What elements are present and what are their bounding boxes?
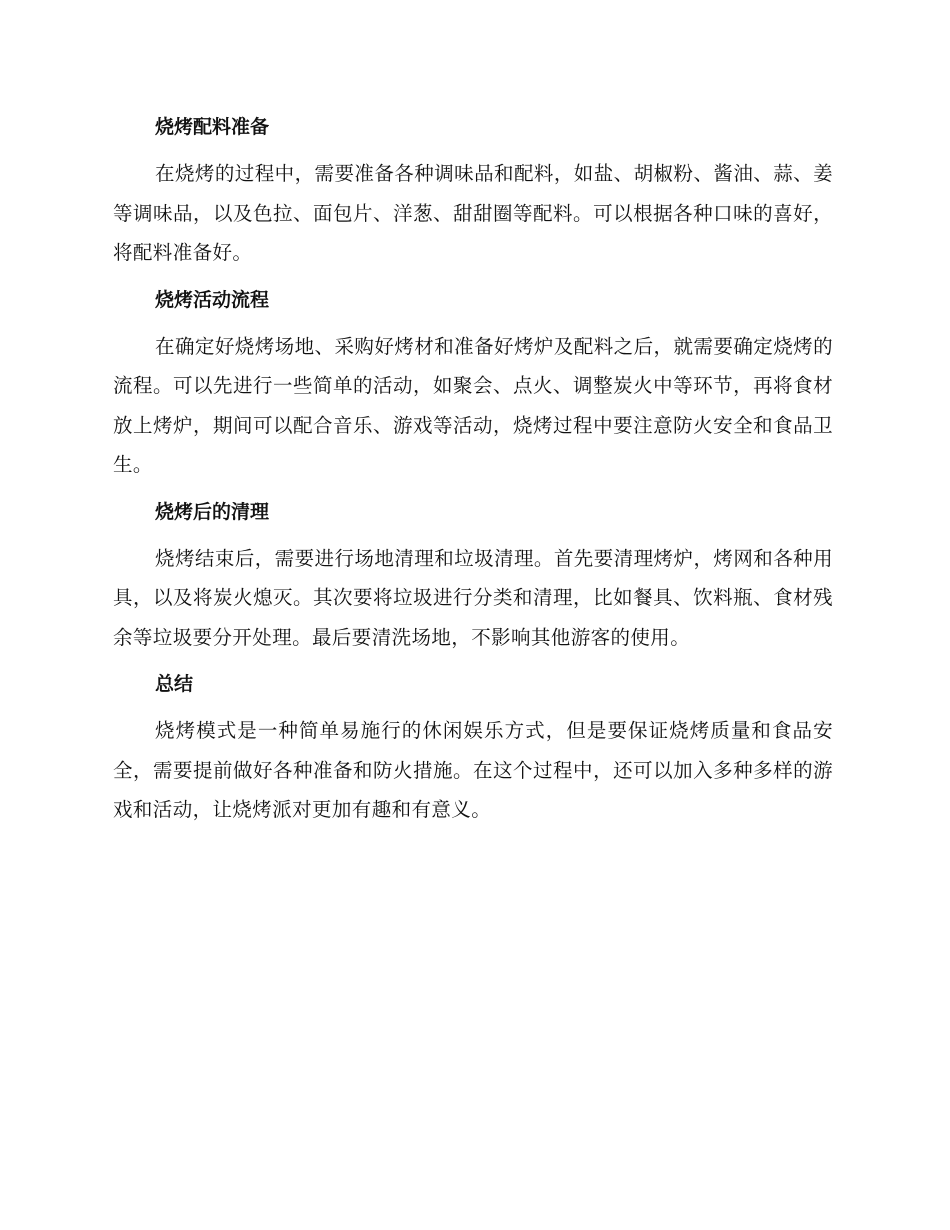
section-paragraph: 在确定好烧烤场地、采购好烤材和准备好烤炉及配料之后，就需要确定烧烤的流程。可以先进行一些简单的活动，如聚会、点火、调整炭火中等环节，再将食材放上烤炉，期间可以配合音乐、游戏等活动，烧烤过程中要注意防火安全和食品卫生。 <box>113 334 833 476</box>
section-ingredients <box>113 108 833 273</box>
section-cleanup <box>113 493 833 658</box>
section-process <box>113 281 833 485</box>
document-page <box>113 108 833 838</box>
section-paragraph: 烧烤模式是一种简单易施行的休闲娱乐方式，但是要保证烧烤质量和食品安全，需要提前做好各种准备和防火措施。在这个过程中，还可以加入多种多样的游戏和活动，让烧烤派对更加有趣和有意义。 <box>113 719 833 821</box>
section-heading: 总结 <box>155 673 194 695</box>
section-heading: 烧烤活动流程 <box>155 288 270 311</box>
section-paragraph: 烧烤结束后，需要进行场地清理和垃圾清理。首先要清理烤炉，烤网和各种用具，以及将炭火熄灭。其次要将垃圾进行分类和清理，比如餐具、饮料瓶、食材残余等垃圾要分开处理。最后要清洗场地，不影响其他游客的使用。 <box>113 546 833 649</box>
section-summary <box>113 665 833 830</box>
section-heading: 烧烤配料准备 <box>155 116 270 138</box>
section-paragraph: 在烧烤的过程中，需要准备各种调味品和配料，如盐、胡椒粉、酱油、蒜、姜等调味品，以及色拉、面包片、洋葱、甜甜圈等配料。可以根据各种口味的喜好，将配料准备好。 <box>113 162 833 264</box>
section-heading: 烧烤后的清理 <box>155 500 270 523</box>
